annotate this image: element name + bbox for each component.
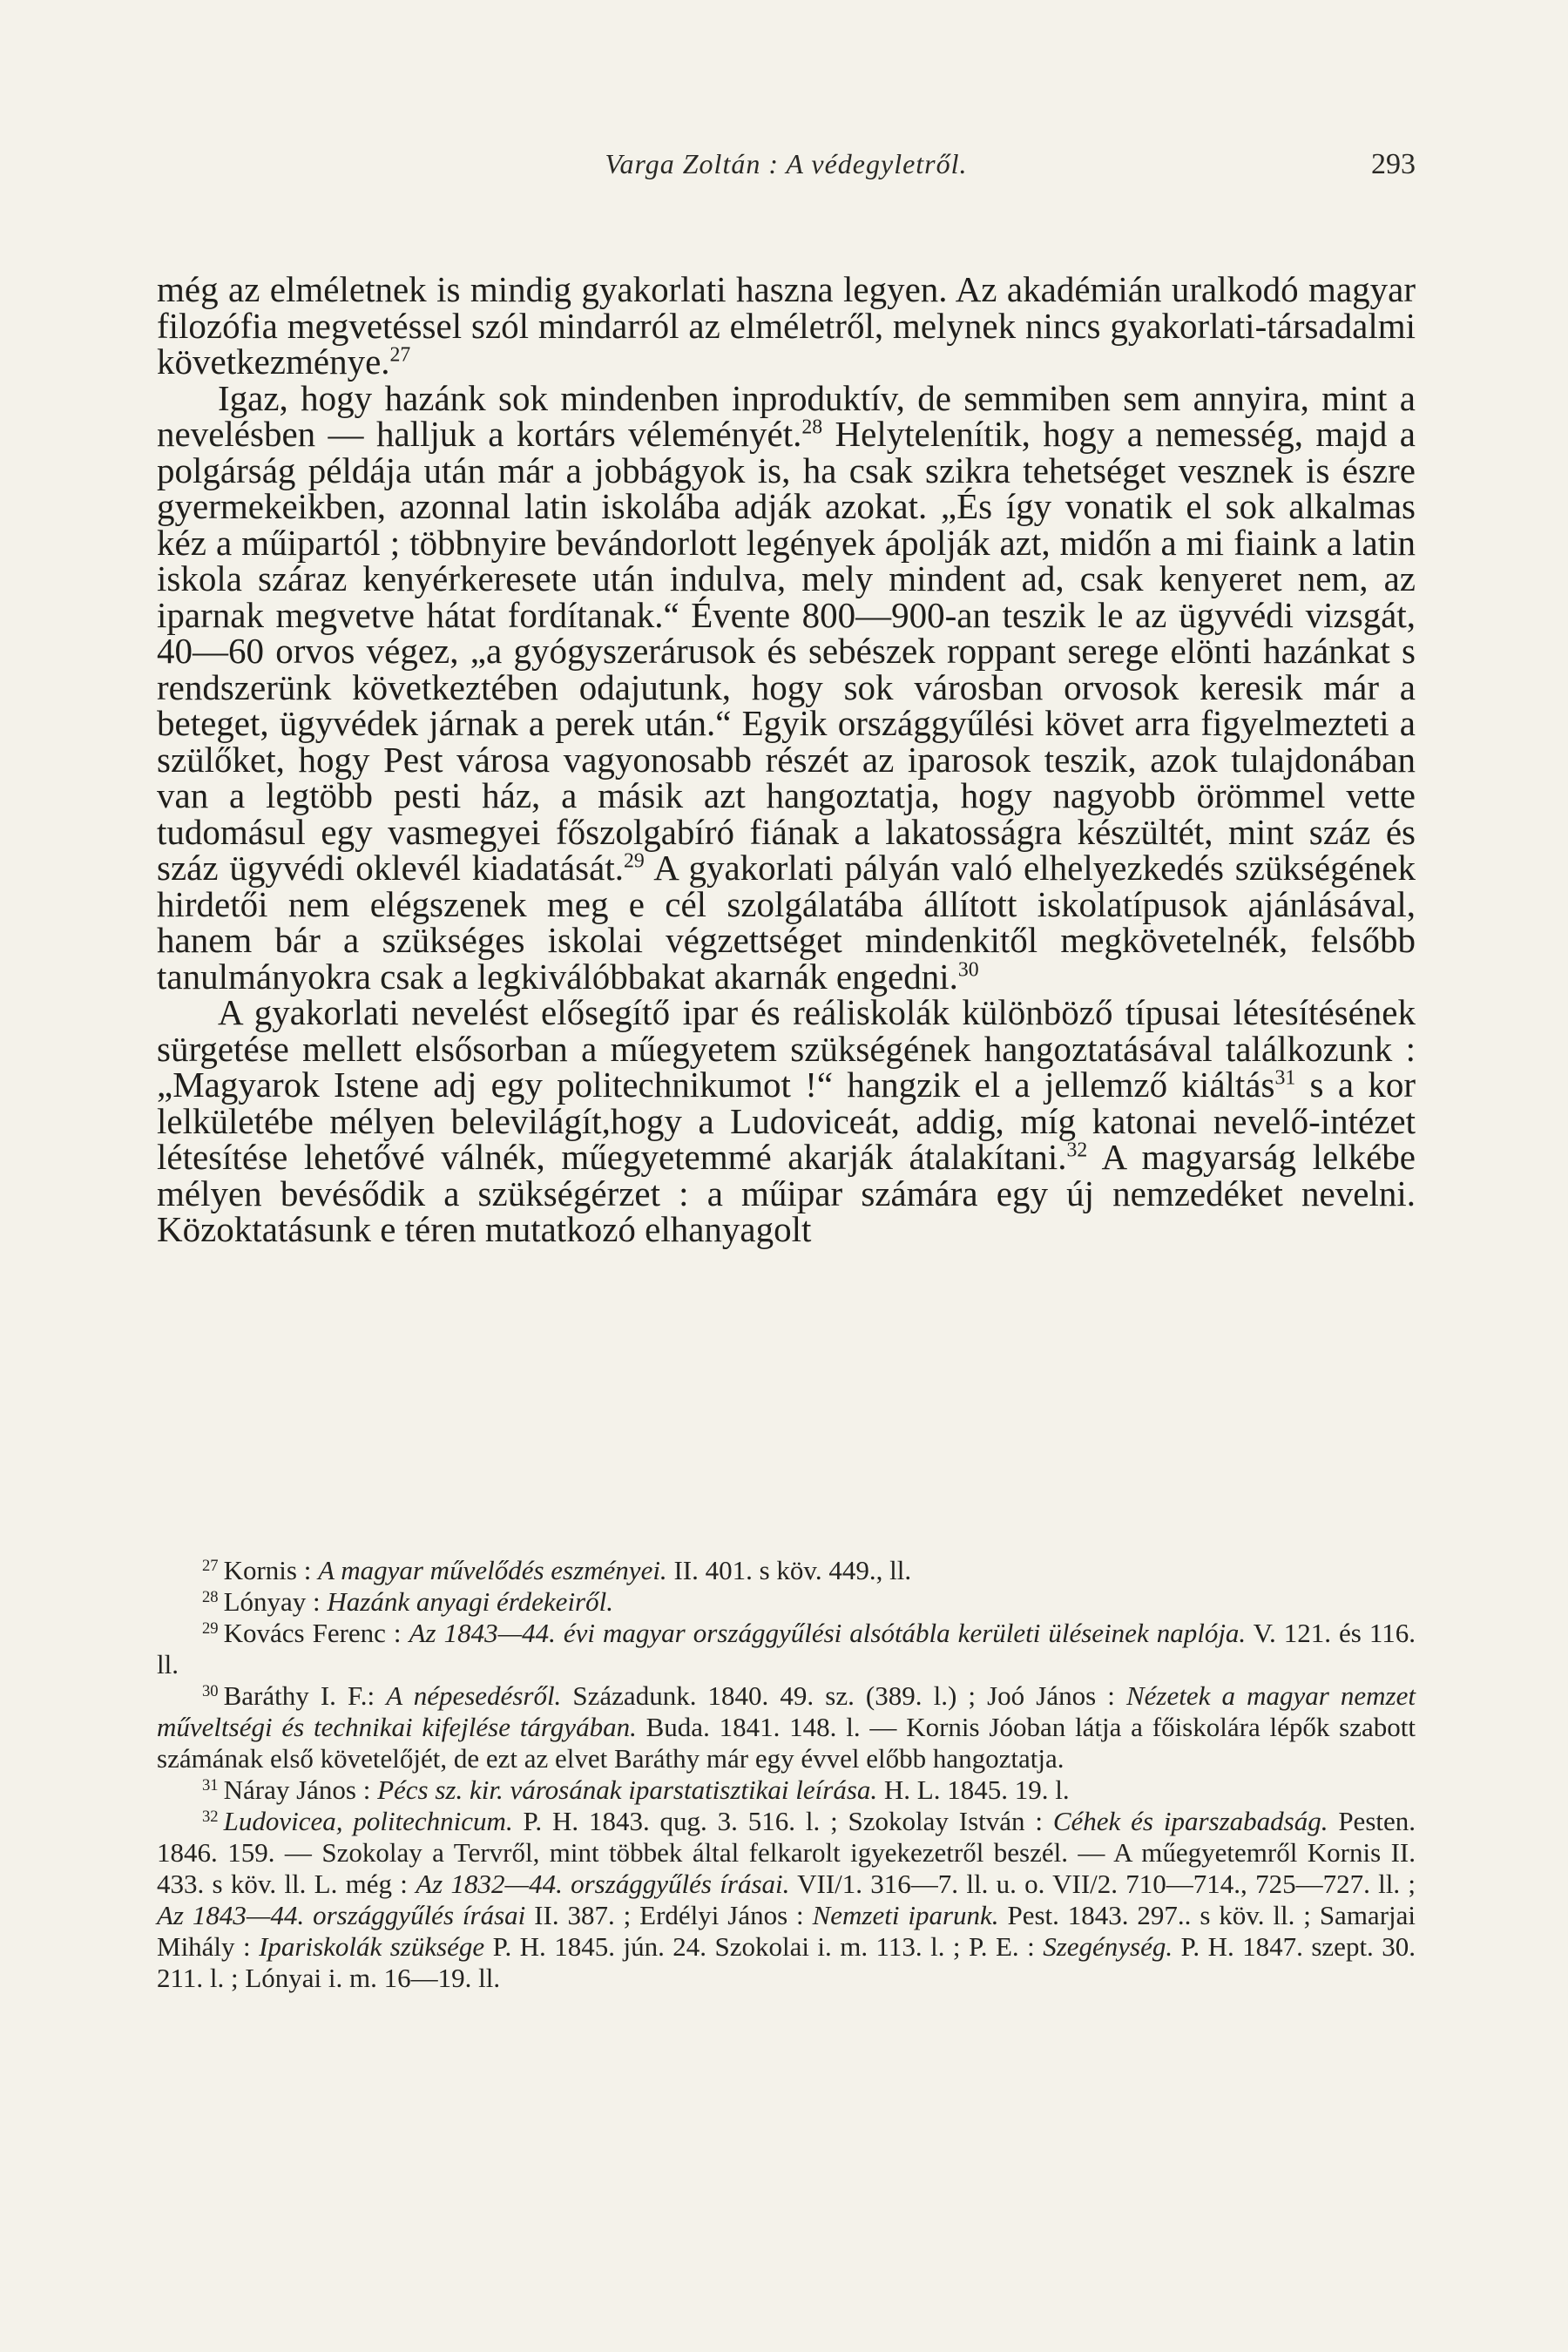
- footnote: $^{32}$ Ludovicea, politechnicum. P. H. 1843. qug. 3. 516. l. ; Szokolay István : Céhek és iparszabadság. Pesten. 1846. 159. — Szokolay a Tervről, mint többek által felkarolt igyekezetről beszél. — A műegyetemről Kornis II. 433. s köv. ll. L. még : Az 1832—44. országgyűlés írásai. VII/1. 316—7. ll. u. o. VII/2. 710—714., 725—727. ll. ; Az 1843—44. országgyűlés írásai II. 387. ; Erdélyi János : Nemzeti iparunk. Pest. 1843. 297.. s köv. ll. ; Samarjai Mihály : Ipariskolák szüksége P. H. 1845. jún. 24. Szokolai i. m. 113. l. ; P. E. : Szegénység. P. H. 1847. szept. 30. 211. l. ; Lónyai i. m. 16—19. ll.: [157, 1806, 1416, 1993]
- main-text: [157, 269, 1416, 1249]
- footnote: $^{30}$ Baráthy I. F.: A népesedésről. Századunk. 1840. 49. sz. (389. l.) ; Joó János : Nézetek a magyar nemzet műveltségi és technikai kifejlése tárgyában. Buda. 1841. 148. l. — Kornis Jóoban látja a főiskolára lépők szabott számának első követelőjét, de ezt az elvet Baráthy már egy évvel előbb hangoztatja.: [157, 1680, 1416, 1774]
- footnote: $^{27}$ Kornis : A magyar művelődés eszményei. II. 401. s köv. 449., ll.: [202, 1555, 912, 1585]
- footnote: $^{28}$ Lónyay : Hazánk anyagi érdekeiről.: [202, 1586, 613, 1617]
- footnote-ref: 30: [957, 957, 979, 981]
- footnote: $^{29}$ Kovács Ferenc : Az 1843—44. évi magyar országgyűlési alsótábla kerületi üléseinek naplója. V. 121. és 116. ll.: [157, 1618, 1416, 1680]
- footnote-ref: 28: [801, 416, 823, 439]
- paragraph: A gyakorlati nevelést elősegítő ipar és reáliskolák különböző típusai létesítésének sürgetése mellett elsősorban a műegyetem szükségének hangoztatásával találkozunk : „Magyarok Istene adj egy politechnikumot !“ hangzik el a jellemző kiáltás$^{31}$ s a kor lelkületébe mélyen belevilágít,hogy a Ludoviceát, addig, míg katonai nevelő-intézet létesítése lehetővé válnék, műegyetemmé akarják átalakítani.$^{32}$ A magyarság lelkébe mélyen bevésődik a szükségérzet : a műipar számára egy új nemzedéket nevelni. Közoktatásunk e téren mutatkozó elhanyagolt: [157, 992, 1416, 1249]
- footnote-ref: 27: [389, 343, 411, 367]
- paragraph: még az elméletnek is mindig gyakorlati haszna legyen. Az akadémián uralkodó magyar filozófia megvetéssel szól mindarról az elméletről, melynek nincs gyakorlati-társadalmi következménye.$^{27}$: [157, 269, 1416, 382]
- footnote: $^{31}$ Náray János : Pécs sz. kir. városának iparstatisztikai leírása. H. L. 1845. 19. l.: [202, 1774, 1070, 1805]
- footnotes: [157, 1555, 1416, 1994]
- page-number: 293: [1371, 148, 1416, 180]
- footnote-ref: 32: [1066, 1139, 1088, 1162]
- page-header: [157, 148, 1416, 200]
- footnote-ref: 29: [623, 849, 645, 873]
- paragraph: Igaz, hogy hazánk sok mindenben inproduktív, de semmiben sem annyira, mint a nevelésben — halljuk a kortárs véleményét.$^{28}$ Helytelenítik, hogy a nemesség, majd a polgárság példája után már a jobbágyok is, ha csak szikra tehetséget vesznek is észre gyermekeikben, azonnal latin iskolába adják azokat. „És így vonatik el sok alkalmas kéz a műipartól ; többnyire bevándorlott legények ápolják azt, midőn a mi fiaink a latin iskola száraz kenyérkeresete után indulva, mely mindent ad, csak kenyeret nem, az iparnak megvetve hátat fordítanak.“ Évente 800—900-an teszik le az ügyvédi vizsgát, 40—60 orvos végez, „a gyógyszerárusok és sebészek roppant serege elönti hazánkat s rendszerünk következtében odajutunk, hogy sok városban orvosok keresik már a beteget, ügyvédek járnak a perek után.“ Egyik országgyűlési követ arra figyelmezteti a szülőket, hogy Pest városa vagyonosabb részét az iparosok teszik, azok tulajdonában van a legtöbb pesti ház, a másik azt hangoztatja, hogy nagyobb örömmel vette tudomásul egy vasmegyei főszolgabíró fiának a lakatosságra készültét, mint száz és száz ügyvédi oklevél kiadatását.$^{29}$ A gyakorlati pályán való elhelyezkedés szükségének hirdetői nem elégszenek meg e cél szolgálatába állított iskolatípusok ajánlásával, hanem bár a szükséges iskolai végzettséget mindenkitől megkövetelnék, felsőbb tanulmányokra csak a legkiválóbbakat akarnák engedni.$^{30}$: [157, 377, 1416, 997]
- footnote-ref: 31: [1274, 1066, 1296, 1090]
- running-title: Varga Zoltán : A védegyletről.: [605, 148, 968, 179]
